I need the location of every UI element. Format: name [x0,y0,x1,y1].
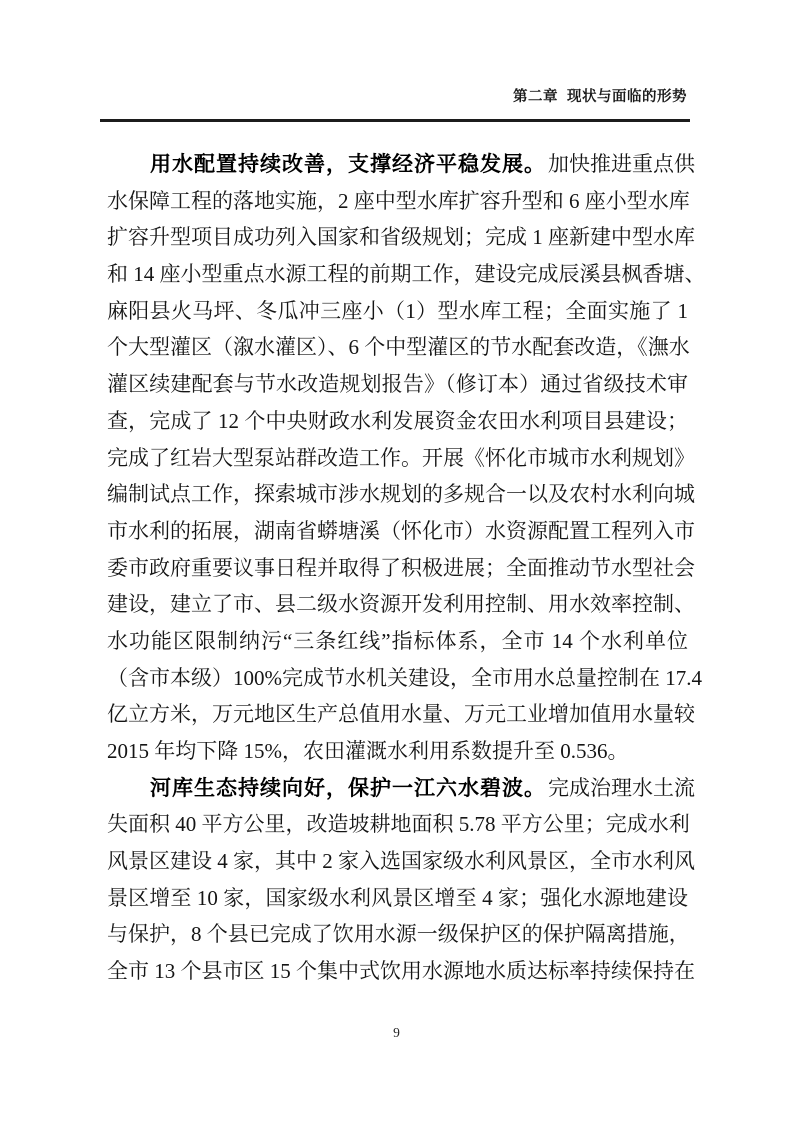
text-line: 个大型灌区（溆水灌区）、6 个中型灌区的节水配套改造，《潕水 [107,335,690,360]
text-line: 全市 13 个县市区 15 个集中式饮用水源地水质达标率持续保持在 [107,959,695,984]
text-line: 完成了红岩大型泵站群改造工作。开展《怀化市城市水利规划》 [107,445,695,470]
header-rule [100,119,690,122]
text-line: 2015 年均下降 15%，农田灌溉水利用系数提升至 0.536。 [107,739,629,763]
page-footer [0,1024,793,1042]
page-number: 9 [393,1025,400,1040]
text-line: 水保障工程的落地实施，2 座中型水库扩容升型和 6 座小型水库 [107,188,690,213]
text-line: 扩容升型项目成功列入国家和省级规划；完成 1 座新建中型水库 [107,225,695,250]
text-line: 查，完成了 12 个中央财政水利发展资金农田水利项目县建设； [107,408,688,433]
text-line: （含市本级）100%完成节水机关建设，全市用水总量控制在 17.4 [107,665,702,690]
text-line: 景区增至 10 家，国家级水利风景区增至 4 家；强化水源地建设 [107,885,688,910]
text-line: 与保护，8 个县已完成了饮用水源一级保护区的保护隔离措施， [107,922,690,947]
page-header [100,86,687,108]
text-line: 建设，建立了市、县二级水资源开发利用控制、用水效率控制、 [107,592,695,617]
text-line: 用水配置持续改善，支撑经济平稳发展。加快推进重点供 [150,152,695,176]
chapter-label: 第二章 [513,89,558,105]
text-line: 水功能区限制纳污“三条红线”指标体系，全市 14 个水利单位 [107,628,688,653]
document-body [107,146,706,990]
lead-emphasis: 用水配置持续改善，支撑经济平稳发展。 [150,153,546,176]
text-line: 失面积 40 平方公里，改造坡耕地面积 5.78 平方公里；完成水利 [107,812,690,837]
lead-emphasis: 河库生态持续向好，保护一江六水碧波。 [150,776,546,800]
text-line: 市水利的拓展，湖南省蟒塘溪（怀化市）水资源配置工程列入市 [107,518,695,543]
chapter-title: 现状与面临的形势 [567,89,687,105]
text-line: 河库生态持续向好，保护一江六水碧波。完成治理水土流 [150,775,695,800]
text-line: 和 14 座小型重点水源工程的前期工作，建设完成辰溪县枫香塘、 [107,262,706,287]
text-line: 亿立方米，万元地区生产总值用水量、万元工业增加值用水量较 [107,702,695,727]
paragraph [107,146,706,770]
text-line: 麻阳县火马坪、冬瓜冲三座小（1）型水库工程；全面实施了 1 [107,298,688,323]
text-line: 灌区续建配套与节水改造规划报告》（修订本）通过省级技术审 [107,372,688,397]
text-line: 编制试点工作，探索城市涉水规划的多规合一以及农村水利向城 [107,482,695,507]
text-line: 委市政府重要议事日程并取得了积极进展；全面推动节水型社会 [107,555,695,580]
paragraph [107,770,695,990]
text-line: 风景区建设 4 家，其中 2 家入选国家级水利风景区，全市水利风 [107,849,695,874]
